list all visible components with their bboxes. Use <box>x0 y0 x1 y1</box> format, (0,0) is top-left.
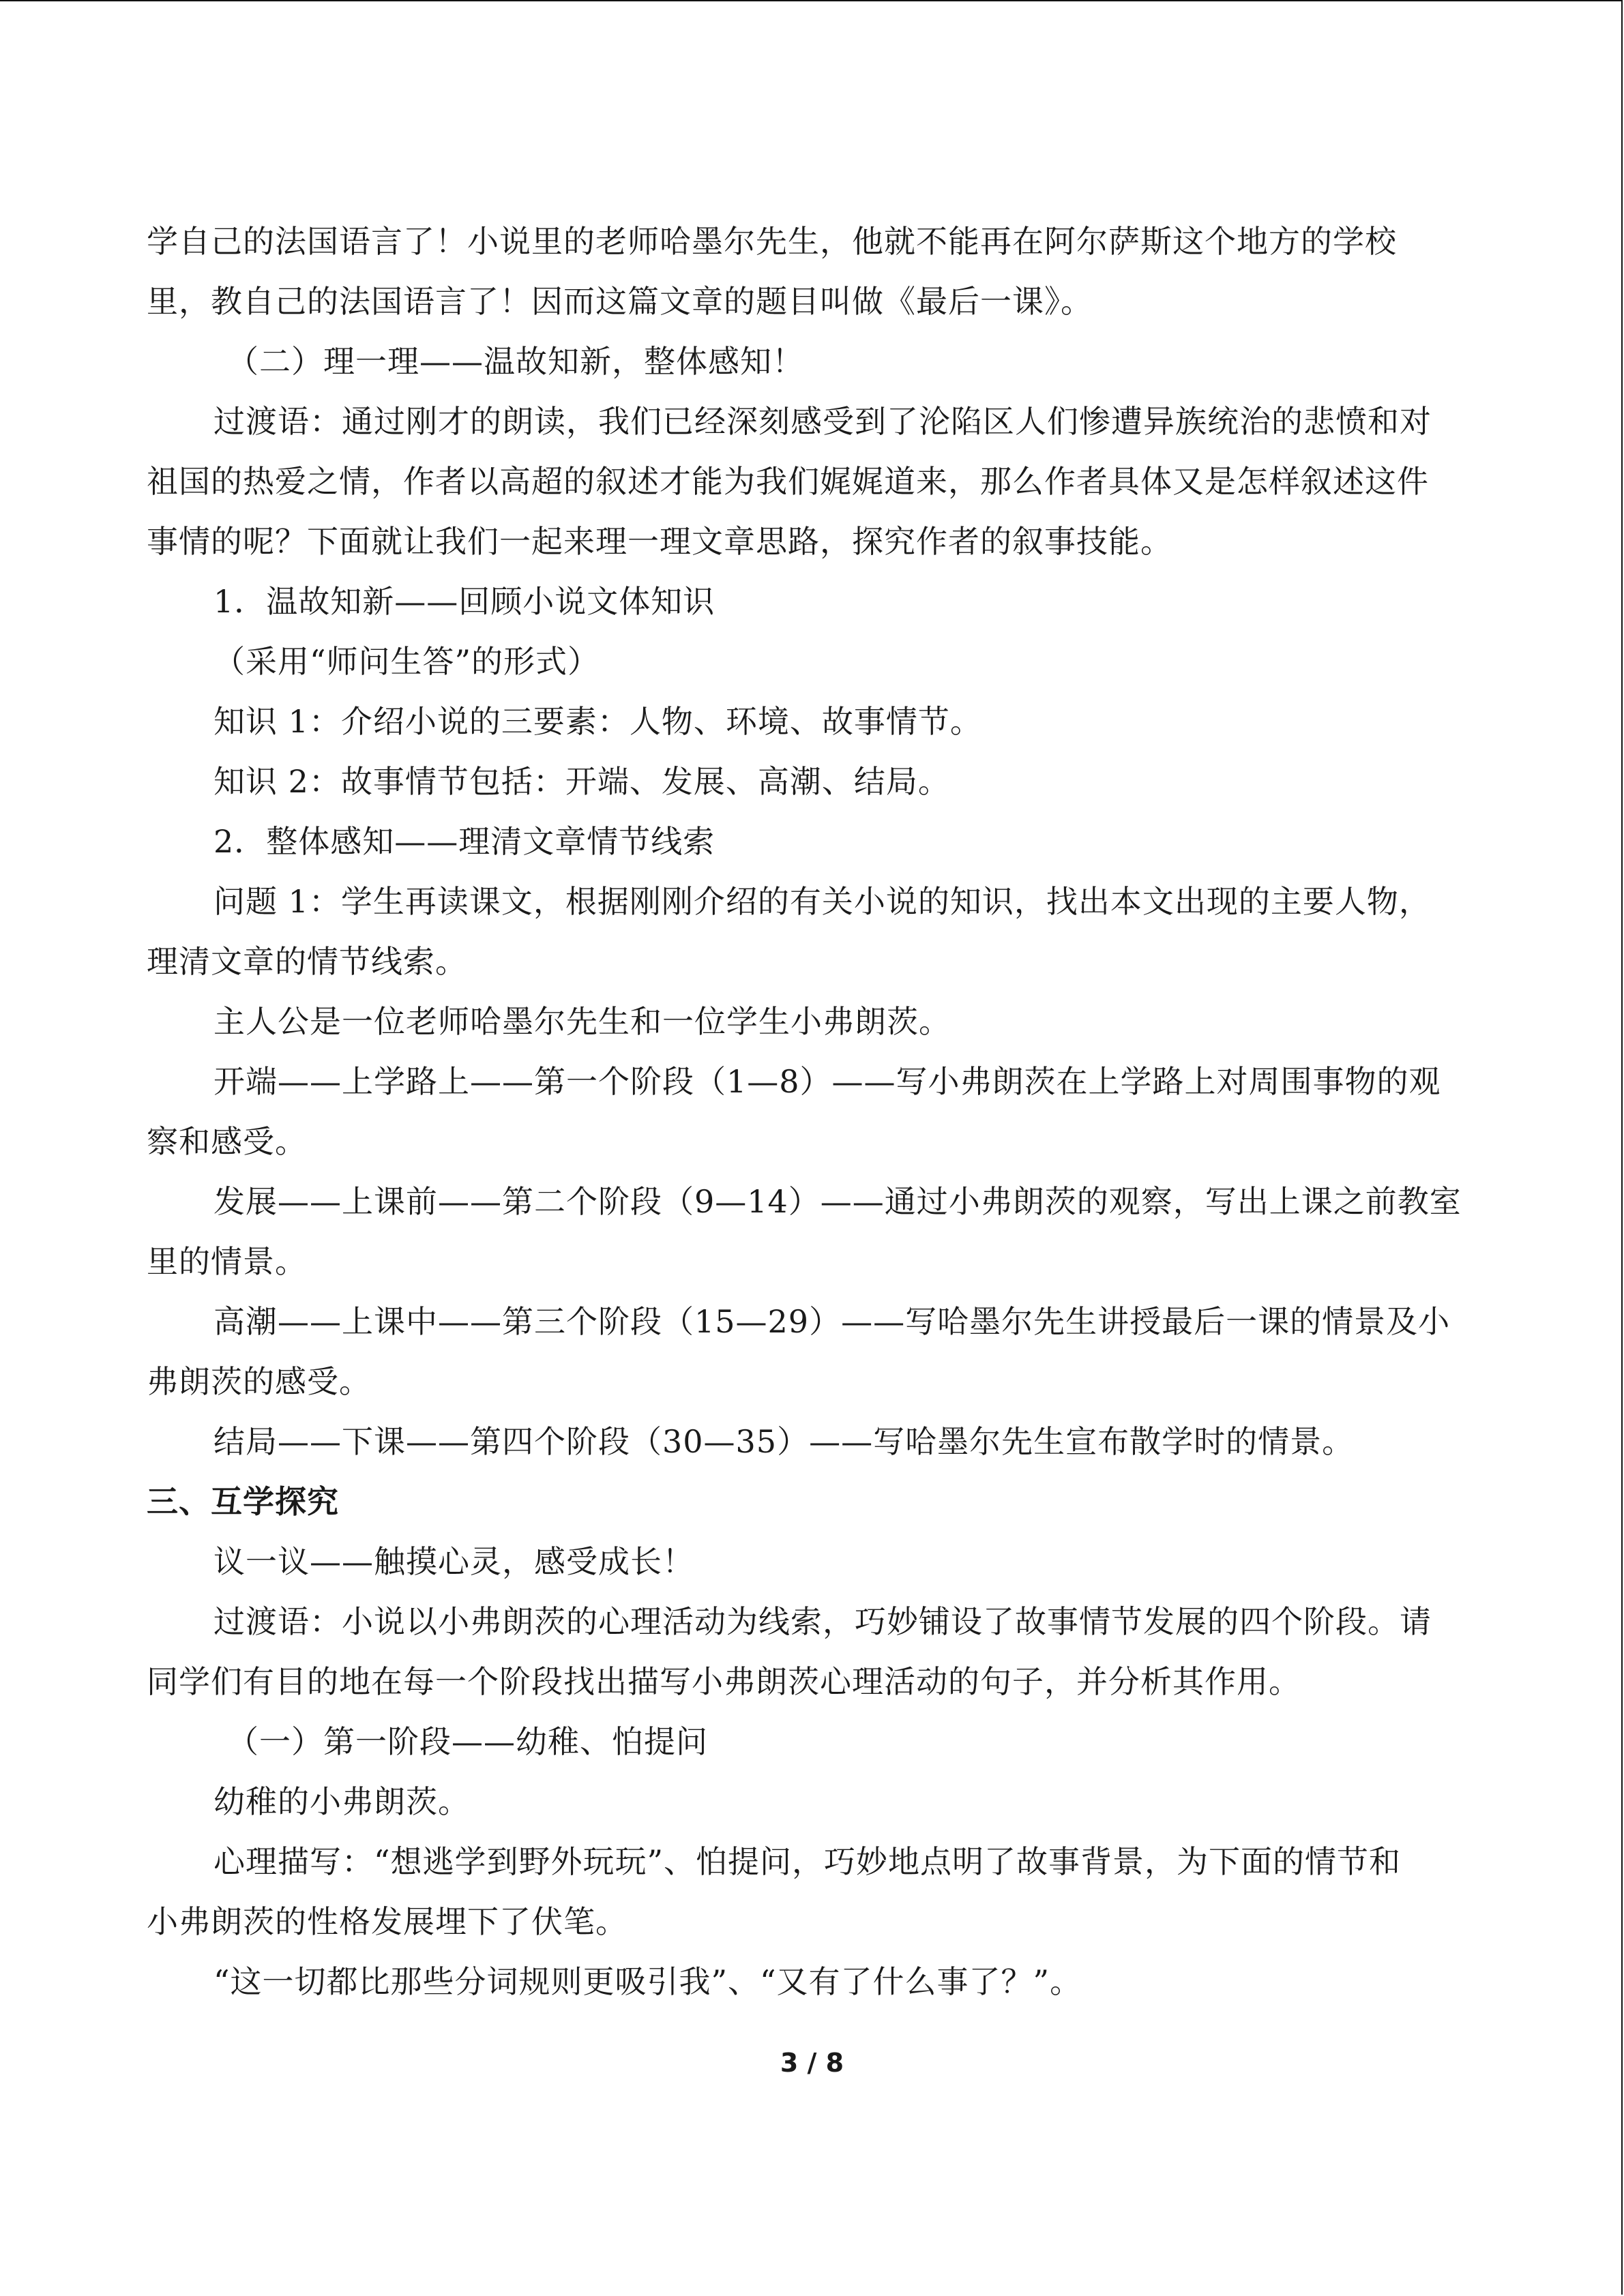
paragraph-line: 同学们有目的地在每一个阶段找出描写小弗朗茨心理活动的句子，并分析其作用。 <box>147 1663 1301 1700</box>
numbered-item: 2．整体感知——理清文章情节线索 <box>213 823 715 860</box>
plot-stage-line: 发展——上课前——第二个阶段（9—14）——通过小弗朗茨的观察，写出上课之前教室 <box>213 1183 1462 1220</box>
knowledge-item: 知识 1：介绍小说的三要素：人物、环境、故事情节。 <box>213 703 982 740</box>
paragraph-line: 议一议——触摸心灵，感受成长！ <box>213 1543 694 1580</box>
plot-stage-line: 开端——上学路上——第一个阶段（1—8）——写小弗朗茨在上学路上对周围事物的观 <box>213 1063 1441 1100</box>
paragraph-line: 过渡语：小说以小弗朗茨的心理活动为线索，巧妙铺设了故事情节发展的四个阶段。请 <box>213 1603 1432 1640</box>
section-heading: 三、互学探究 <box>147 1483 339 1520</box>
paragraph-line: 事情的呢？下面就让我们一起来理一理文章思路，探究作者的叙事技能。 <box>147 523 1172 560</box>
document-body <box>147 211 1480 2012</box>
paragraph-line: 幼稚的小弗朗茨。 <box>213 1783 470 1820</box>
paragraph-line: 里的情景。 <box>147 1243 307 1280</box>
paragraph-line: 察和感受。 <box>147 1123 307 1160</box>
paragraph-line: 里，教自己的法国语言了！因而这篇文章的题目叫做《最后一课》。 <box>147 283 1093 320</box>
paragraph-line: 主人公是一位老师哈墨尔先生和一位学生小弗朗茨。 <box>213 1003 951 1040</box>
section-subheading: （二）理一理——温故知新，整体感知！ <box>227 343 804 380</box>
question-line: 问题 1：学生再读课文，根据刚刚介绍的有关小说的知识，找出本文出现的主要人物， <box>213 883 1431 920</box>
section-subheading: （一）第一阶段——幼稚、怕提问 <box>227 1723 708 1760</box>
paragraph-line: 心理描写：“想逃学到野外玩玩”、怕提问，巧妙地点明了故事背景，为下面的情节和 <box>213 1843 1402 1880</box>
knowledge-item: 知识 2：故事情节包括：开端、发展、高潮、结局。 <box>213 763 950 800</box>
paragraph-line: 祖国的热爱之情，作者以高超的叙述才能为我们娓娓道来，那么作者具体又是怎样叙述这件 <box>147 463 1429 500</box>
paragraph-line: 弗朗茨的感受。 <box>147 1363 371 1400</box>
paragraph-line: “这一切都比那些分词规则更吸引我”、“又有了什么事了？”。 <box>213 1963 1082 2000</box>
page-number: 3 / 8 <box>780 2048 844 2078</box>
paragraph-line: （采用“师问生答”的形式） <box>213 643 600 680</box>
paragraph-line: 学自己的法国语言了！小说里的老师哈墨尔先生，他就不能再在阿尔萨斯这个地方的学校 <box>147 223 1397 260</box>
paragraph-line: 小弗朗茨的性格发展埋下了伏笔。 <box>147 1903 628 1940</box>
plot-stage-line: 高潮——上课中——第三个阶段（15—29）——写哈墨尔先生讲授最后一课的情景及小 <box>213 1303 1451 1340</box>
paragraph-line: 理清文章的情节线索。 <box>147 943 467 980</box>
paragraph-line: 过渡语：通过刚才的朗读，我们已经深刻感受到了沦陷区人们惨遭异族统治的悲愤和对 <box>213 403 1432 440</box>
plot-stage-line: 结局——下课——第四个阶段（30—35）——写哈墨尔先生宣布散学时的情景。 <box>213 1423 1355 1460</box>
numbered-item: 1．温故知新——回顾小说文体知识 <box>213 583 715 620</box>
